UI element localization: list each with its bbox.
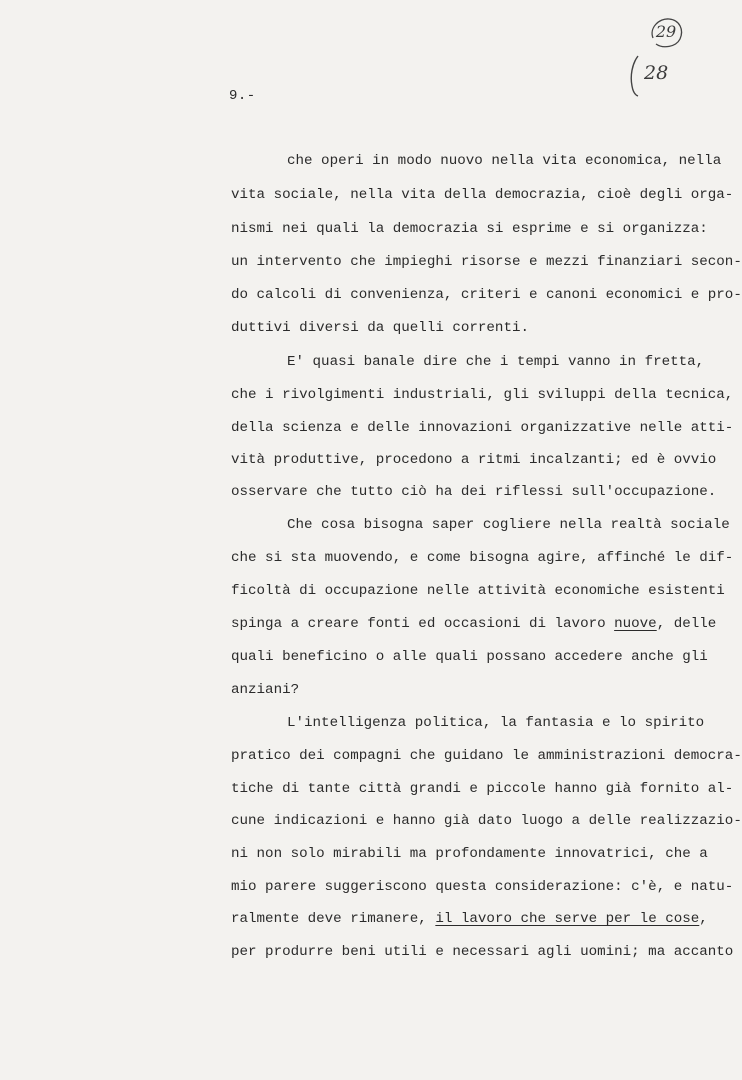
circled-page-number: 29 [655,22,677,41]
text-line: L'intelligenza politica, la fantasia e lo spirito [287,715,705,731]
text-line: che i rivolgimenti industriali, gli sviluppi della tecnica, [231,387,734,403]
circled-page-mark [647,16,685,50]
text-line: duttivi diversi da quelli correnti. [231,320,529,336]
text-line: pratico dei compagni che guidano le amministrazioni democra- [231,748,742,764]
text-line: vita sociale, nella vita della democrazia, cioè degli orga- [231,187,734,203]
text-line: nismi nei quali la democrazia si esprime e si organizza: [231,221,708,237]
handwritten-ref-mark [624,52,684,98]
text-line: un intervento che impieghi risorse e mezzi finanziari secon- [231,254,742,270]
text-line: E' quasi banale dire che i tempi vanno in fretta, [287,354,705,370]
text-line-with-underline [231,616,716,632]
text-segment: , [699,911,708,927]
text-line: cune indicazioni e hanno già dato luogo a delle realizzazio- [231,813,742,829]
text-line-with-underline [231,911,708,927]
text-line: anziani? [231,682,300,698]
underlined-word: nuove [614,616,657,632]
text-segment: spinga a creare fonti ed occasioni di lavoro [231,616,615,632]
text-line: ni non solo mirabili ma profondamente innovatrici, che a [231,846,708,862]
text-line: mio parere suggeriscono questa considerazione: c'è, e natu- [231,879,734,895]
text-segment: ralmente deve rimanere, [231,911,436,927]
text-line: ficoltà di occupazione nelle attività economiche esistenti [231,583,725,599]
text-segment: , delle [656,616,717,632]
text-line: che operi in modo nuovo nella vita economica, nella [287,153,722,169]
text-line: vità produttive, procedono a ritmi incalzanti; ed è ovvio [231,452,717,468]
page-number: 9.- [229,88,256,104]
text-line: Che cosa bisogna saper cogliere nella realtà sociale [287,517,730,533]
text-line: tiche di tante città grandi e piccole hanno già fornito al- [231,781,734,797]
text-line: osservare che tutto ciò ha dei riflessi sull'occupazione. [231,484,717,500]
underlined-phrase: il lavoro che serve per le cose [435,911,700,927]
text-line: quali beneficino o alle quali possano accedere anche gli [231,649,708,665]
text-line: do calcoli di convenienza, criteri e canoni economici e pro- [231,287,742,303]
text-line: della scienza e delle innovazioni organizzative nelle atti- [231,420,734,436]
text-line: per produrre beni utili e necessari agli uomini; ma accanto [231,944,734,960]
handwritten-ref-number: 28 [644,62,669,84]
text-line: che si sta muovendo, e come bisogna agire, affinché le dif- [231,550,734,566]
